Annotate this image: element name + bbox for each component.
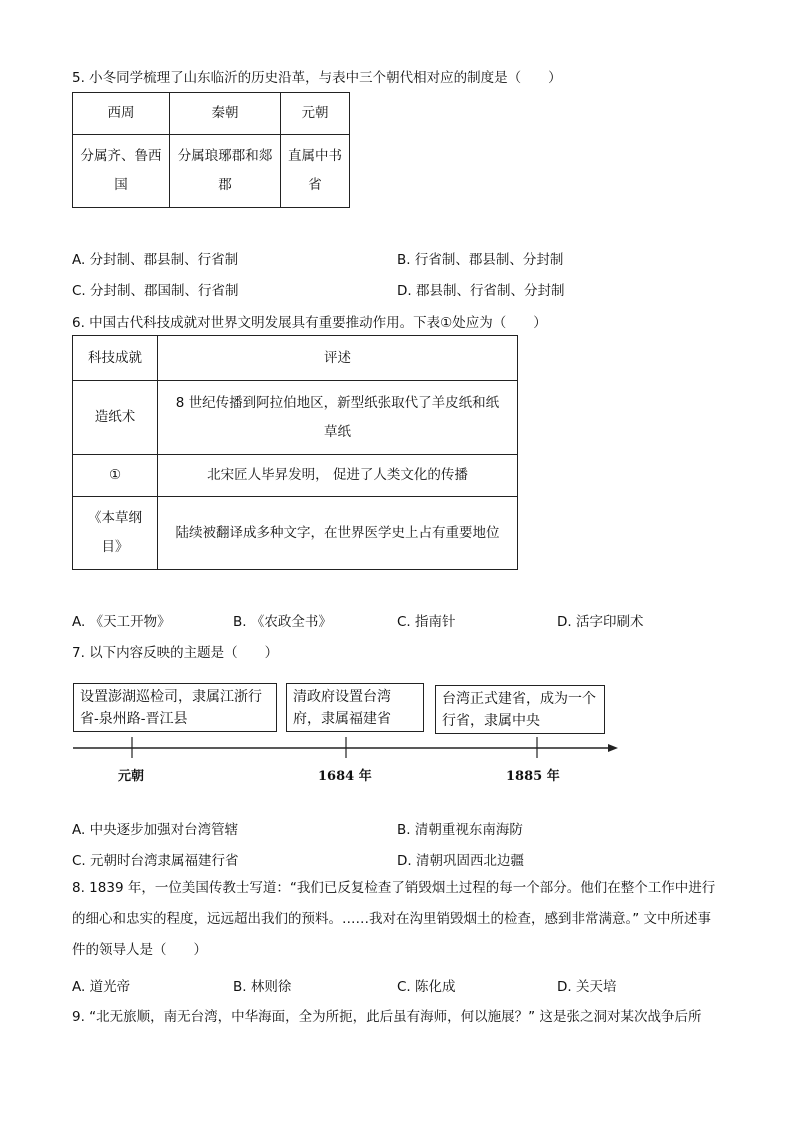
timeline-box-1684: 清政府设置台湾府，隶属福建省 [286,683,424,732]
table-row [73,336,518,381]
q6-stem: 6. 中国古代科技成就对世界文明发展具有重要推动作用。下表①处应为（ ） [72,315,547,331]
q7-option-d[interactable]: D. 清朝巩固西北边疆 [397,853,524,869]
q7-stem: 7. 以下内容反映的主题是（ ） [72,645,279,661]
q8-stem: 8. 1839 年，一位美国传教士写道：“我们已反复检查了销毁烟土过程的每一个部分。他们在整个工作中进行的细心和忠实的程度，远远超出我们的预料。……我对在沟里销毁烟土的检查，感到非常满意。” 文中所述事件的领导人是（ ） [72,880,716,958]
table-header-cell: 元朝 [281,93,350,135]
table-row [73,135,350,208]
timeline-axis [70,732,630,762]
q8-option-b[interactable]: B. 林则徐 [233,979,292,995]
q5-option-a[interactable]: A. 分封制、郡县制、行省制 [72,252,239,268]
q8-option-d[interactable]: D. 关天培 [557,979,617,995]
table-cell: 分属齐、鲁西国 [73,135,170,208]
table-row [73,93,350,135]
q6-table [72,335,518,570]
q7-option-b[interactable]: B. 清朝重视东南海防 [397,822,523,838]
timeline-label-yuan: 元朝 [118,769,145,784]
timeline-label-1684: 1684 年 [318,769,372,784]
table-cell: 《本草纲目》 [73,497,158,570]
q6-option-d[interactable]: D. 活字印刷术 [557,614,644,630]
q6-option-b[interactable]: B. 《农政全书》 [233,614,332,630]
table-header-cell: 西周 [73,93,170,135]
table-header-cell: 秦朝 [170,93,281,135]
timeline-label-1885: 1885 年 [506,769,560,784]
table-cell: 陆续被翻译成多种文字，在世界医学史上占有重要地位 [158,497,518,570]
q5-table [72,92,350,208]
q5-option-d[interactable]: D. 郡县制、行省制、分封制 [397,283,565,299]
q7-option-a[interactable]: A. 中央逐步加强对台湾管辖 [72,822,239,838]
table-cell: 分属琅琊郡和郯郡 [170,135,281,208]
q6-option-c[interactable]: C. 指南针 [397,614,456,630]
table-cell: ① [73,455,158,497]
q7-option-c[interactable]: C. 元朝时台湾隶属福建行省 [72,853,239,869]
table-cell: 直属中书省 [281,135,350,208]
table-cell: 8 世纪传播到阿拉伯地区，新型纸张取代了羊皮纸和纸草纸 [158,381,518,455]
q5-stem: 5. 小冬同学梳理了山东临沂的历史沿革，与表中三个朝代相对应的制度是（ ） [72,70,562,86]
q5-option-c[interactable]: C. 分封制、郡国制、行省制 [72,283,239,299]
q8-option-c[interactable]: C. 陈化成 [397,979,456,995]
table-header-cell: 评述 [158,336,518,381]
table-row [73,497,518,570]
timeline-box-yuan: 设置澎湖巡检司，隶属江浙行省-泉州路-晋江县 [73,683,277,732]
q8-option-a[interactable]: A. 道光帝 [72,979,131,995]
q6-option-a[interactable]: A. 《天工开物》 [72,614,171,630]
timeline-box-1885: 台湾正式建省，成为一个行省，隶属中央 [435,685,605,734]
q5-option-b[interactable]: B. 行省制、郡县制、分封制 [397,252,564,268]
table-header-cell: 科技成就 [73,336,158,381]
q9-stem: 9. “北无旅顺，南无台湾，中华海面，全为所扼，此后虽有海师，何以施展？” 这是张之洞对某次战争后所 [72,1009,702,1025]
table-row [73,381,518,455]
table-cell: 造纸术 [73,381,158,455]
table-row [73,455,518,497]
table-cell: 北宋匠人毕昇发明， 促进了人类文化的传播 [158,455,518,497]
